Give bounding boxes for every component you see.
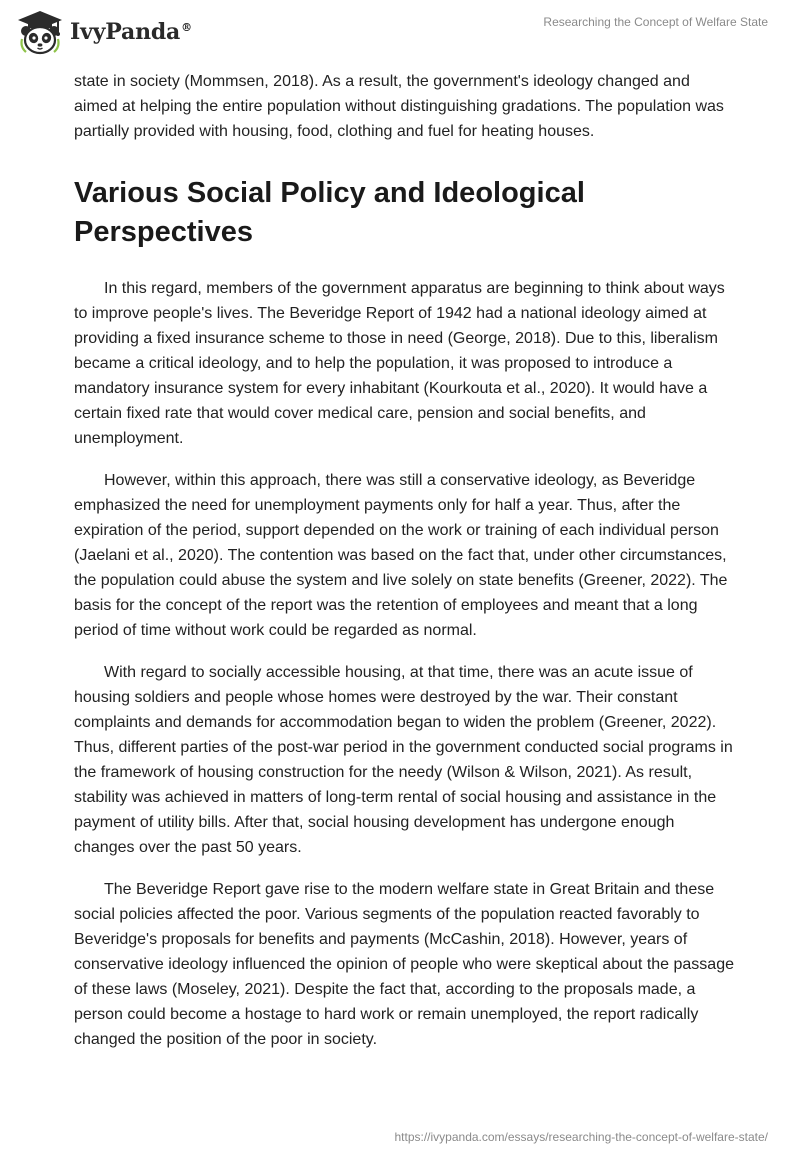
body-paragraph: With regard to socially accessible housing, at that time, there was an acute issue of housing soldiers and people whose homes were destroyed by the war. Their constant complaints and demands for accommodation began to widen the problem (Greener, 2022). Thus, different parties of the post-war period in the government conducted social programs in the framework of housing construction for the needy (Wilson & Wilson, 2021). As result, stability was achieved in matters of long-term rental of social housing and assistance in the payment of utility bills. After that, social housing development has undergone enough changes over the past 50 years. bbox=[74, 664, 733, 856]
body-paragraph: The Beveridge Report gave rise to the modern welfare state in Great Britain and these social policies affected the poor. Various segments of the population reacted favorably to Beveridge's proposals for benefits and payments (McCashin, 2018). However, years of conservative ideology influenced the opinion of people who were skeptical about the passage of these laws (Moseley, 2021). Despite the fact that, according to the proposals made, a person could become a hostage to hard work or remain unemployed, the report radically changed the position of the poor in society. bbox=[74, 881, 734, 1048]
ivypanda-logo[interactable] bbox=[16, 8, 192, 56]
page-header bbox=[0, 0, 800, 70]
brand-name: IvyPanda® bbox=[70, 19, 192, 45]
body-paragraph: However, within this approach, there was still a conservative ideology, as Beveridge emphasized the need for unemployment payments only for half a year. Thus, after the expiration of the period, support depended on the work or training of each individual person (Jaelani et al., 2020). The contention was based on the fact that, under other circumstances, the population could abuse the system and live solely on state benefits (Greener, 2022). The basis for the concept of the report was the retention of employees and meant that a long period of time without work could be regarded as normal. bbox=[74, 472, 728, 639]
registered-mark: ® bbox=[181, 20, 192, 34]
panda-graduate-icon bbox=[16, 9, 64, 55]
section-heading: Various Social Policy and Ideological Perspectives bbox=[74, 177, 585, 248]
body-paragraph: In this regard, members of the government apparatus are beginning to think about ways to improve people's lives. The Beveridge Report of 1942 had a national ideology aimed at providing a fixed insurance scheme to those in need (George, 2018). Due to this, liberalism became a critical ideology, and to help the population, it was proposed to introduce a mandatory insurance system for every inhabitant (Kourkouta et al., 2020). It would have a certain fixed rate that would cover medical care, pension and social benefits, and unemployment. bbox=[74, 280, 725, 447]
lead-paragraph: state in society (Mommsen, 2018). As a result, the government's ideology changed and aimed at helping the entire population without distinguishing gradations. The population was partially provided with housing, food, clothing and fuel for heating houses. bbox=[74, 73, 724, 140]
document-title: Researching the Concept of Welfare State bbox=[543, 15, 768, 29]
source-url[interactable]: https://ivypanda.com/essays/researching-the-concept-of-welfare-state/ bbox=[394, 1130, 768, 1144]
essay-body bbox=[74, 69, 734, 1069]
